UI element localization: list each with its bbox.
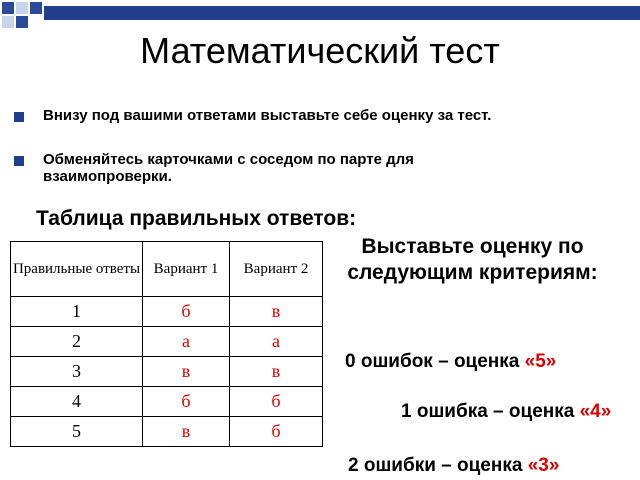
grade-value: «3» — [527, 455, 560, 476]
answer-cell: б — [143, 387, 230, 417]
grade-line — [348, 455, 559, 477]
grade-text: 1 ошибка – оценка — [401, 401, 575, 422]
question-number: 4 — [11, 387, 143, 417]
question-number: 1 — [11, 297, 143, 327]
bullet-marker — [14, 156, 24, 166]
grade-value: «4» — [579, 401, 612, 422]
answer-cell: б — [143, 297, 230, 327]
table-row — [11, 327, 323, 357]
answer-cell: в — [143, 417, 230, 447]
answer-cell: а — [143, 327, 230, 357]
header-cell: Правильные ответы — [11, 242, 143, 297]
answer-cell: в — [230, 357, 323, 387]
grade-text: 2 ошибки – оценка — [348, 455, 523, 476]
answer-cell: б — [230, 387, 323, 417]
table-row — [11, 417, 323, 447]
table-row — [11, 357, 323, 387]
grade-line — [345, 351, 556, 373]
answer-table — [10, 241, 323, 447]
answer-cell: а — [230, 327, 323, 357]
table-row — [11, 387, 323, 417]
grade-line — [343, 400, 633, 423]
answer-cell: в — [143, 357, 230, 387]
answer-cell: в — [230, 297, 323, 327]
table-title: Таблица правильных ответов: — [36, 207, 357, 230]
header-cell: Вариант 1 — [143, 242, 230, 297]
question-number: 3 — [11, 357, 143, 387]
question-number: 5 — [11, 417, 143, 447]
question-number: 2 — [11, 327, 143, 357]
criteria-title: Выставьте оценку по следующим критериям: — [347, 235, 598, 284]
bullet-text: Внизу под вашими ответами выставьте себе оценку за тест. — [43, 107, 492, 124]
bullet-marker — [14, 112, 24, 122]
grade-value: «5» — [524, 351, 557, 372]
page-title: Математический тест — [140, 30, 500, 71]
table-row — [11, 297, 323, 327]
table-header-row — [11, 242, 323, 297]
bullet-text: Обменяйтесь карточками с соседом по парте для взаимопроверки. — [43, 151, 414, 185]
answer-cell: б — [230, 417, 323, 447]
header-cell: Вариант 2 — [230, 242, 323, 297]
grade-text: 0 ошибок – оценка — [345, 351, 520, 372]
